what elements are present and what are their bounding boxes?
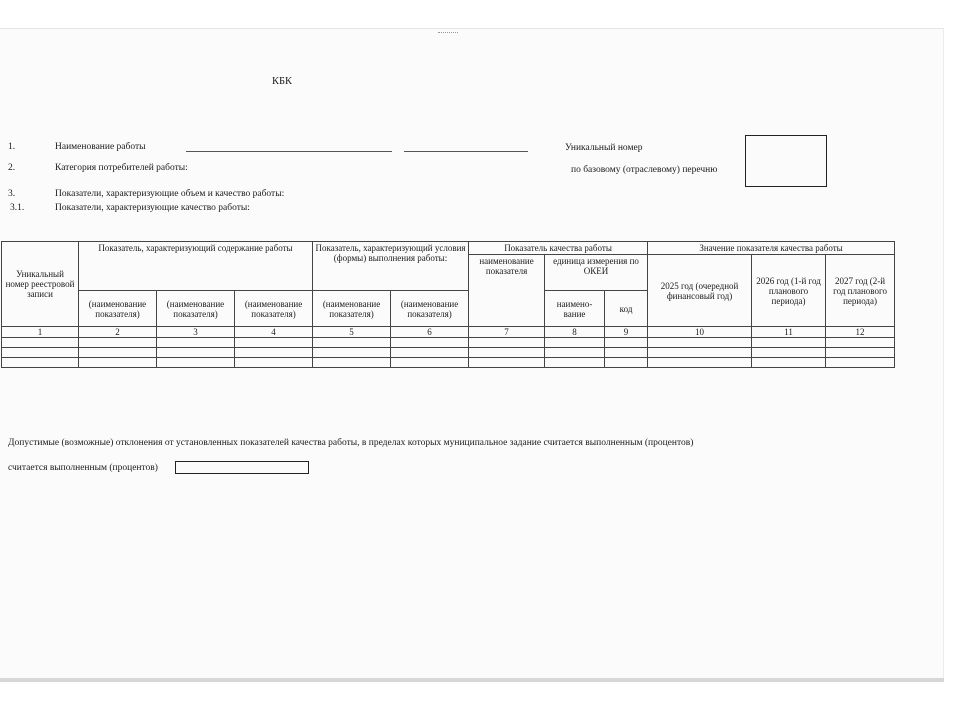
item-3-number: 3. bbox=[8, 189, 16, 199]
table-cell[interactable] bbox=[79, 338, 157, 348]
table-cell[interactable] bbox=[313, 338, 391, 348]
column-number: 3 bbox=[157, 327, 235, 338]
deviation-percent-label: считается выполненным (процентов) bbox=[8, 463, 158, 473]
table-cell[interactable] bbox=[391, 358, 469, 368]
sheet-bottom-edge bbox=[0, 678, 944, 682]
column-number: 11 bbox=[752, 327, 826, 338]
unit-header: единица измерения по ОКЕИ bbox=[545, 255, 648, 291]
kbk-label: КБК bbox=[272, 76, 293, 87]
work-name-fill-line-2[interactable] bbox=[404, 151, 528, 152]
table-cell[interactable] bbox=[826, 358, 895, 368]
column-number: 6 bbox=[391, 327, 469, 338]
table-cell[interactable] bbox=[469, 348, 545, 358]
indicator-name-header: наименование показателя bbox=[469, 255, 545, 327]
table-cell[interactable] bbox=[157, 358, 235, 368]
table-cell[interactable] bbox=[2, 348, 79, 358]
sheet-edge bbox=[943, 28, 944, 680]
conditions-group-header: Показатель, характеризующий условия (формы) выполнения работы: bbox=[313, 242, 469, 291]
table-cell[interactable] bbox=[545, 358, 605, 368]
content-group-header: Показатель, характеризующий содержание работы bbox=[79, 242, 313, 291]
table-cell[interactable] bbox=[2, 358, 79, 368]
column-number-row bbox=[2, 327, 895, 338]
table-cell[interactable] bbox=[826, 338, 895, 348]
column-number: 5 bbox=[313, 327, 391, 338]
table-cell[interactable] bbox=[79, 348, 157, 358]
item-2-number: 2. bbox=[8, 163, 16, 173]
item-1-number: 1. bbox=[8, 142, 16, 152]
deviation-percent-box[interactable] bbox=[175, 461, 309, 474]
column-number: 8 bbox=[545, 327, 605, 338]
table-cell[interactable] bbox=[2, 338, 79, 348]
table-cell[interactable] bbox=[469, 358, 545, 368]
conditions-sub-header: (наименование показателя) bbox=[391, 291, 469, 327]
year-2027-header: 2027 год (2-й год планового периода) bbox=[826, 255, 895, 327]
table-cell[interactable] bbox=[752, 348, 826, 358]
table-cell[interactable] bbox=[235, 358, 313, 368]
unique-number-box[interactable] bbox=[745, 135, 827, 187]
quality-indicators-label: Показатели, характеризующие качество работы: bbox=[55, 203, 250, 213]
col-unique-header: Уникальный номер реестровой записи bbox=[2, 242, 79, 327]
table-cell[interactable] bbox=[605, 348, 648, 358]
content-sub-header: (наименование показателя) bbox=[79, 291, 157, 327]
item-3-1-number: 3.1. bbox=[10, 203, 25, 213]
scan-mark bbox=[438, 32, 458, 34]
table-cell[interactable] bbox=[391, 338, 469, 348]
table-row bbox=[2, 348, 895, 358]
table-cell[interactable] bbox=[826, 348, 895, 358]
column-number: 12 bbox=[826, 327, 895, 338]
year-2026-header: 2026 год (1-й год планового периода) bbox=[752, 255, 826, 327]
column-number: 9 bbox=[605, 327, 648, 338]
values-group-header: Значение показателя качества работы bbox=[648, 242, 895, 255]
table-cell[interactable] bbox=[648, 348, 752, 358]
content-sub-header: (наименование показателя) bbox=[235, 291, 313, 327]
table-row bbox=[2, 338, 895, 348]
table-row bbox=[2, 358, 895, 368]
table-cell[interactable] bbox=[545, 338, 605, 348]
table-cell[interactable] bbox=[648, 338, 752, 348]
consumer-category-label: Категория потребителей работы: bbox=[55, 163, 188, 173]
table-cell[interactable] bbox=[235, 348, 313, 358]
year-2025-header: 2025 год (очередной финансовый год) bbox=[648, 255, 752, 327]
table-body bbox=[2, 338, 895, 368]
column-number: 4 bbox=[235, 327, 313, 338]
unit-code-header: код bbox=[605, 291, 648, 327]
table-cell[interactable] bbox=[605, 338, 648, 348]
table-cell[interactable] bbox=[391, 348, 469, 358]
table-cell[interactable] bbox=[752, 358, 826, 368]
table-cell[interactable] bbox=[157, 348, 235, 358]
table-cell[interactable] bbox=[235, 338, 313, 348]
table-cell[interactable] bbox=[648, 358, 752, 368]
table-cell[interactable] bbox=[469, 338, 545, 348]
table-cell[interactable] bbox=[605, 358, 648, 368]
table-cell[interactable] bbox=[313, 348, 391, 358]
table-cell[interactable] bbox=[157, 338, 235, 348]
deviation-label: Допустимые (возможные) отклонения от установленных показателей качества работы, в пределах которых муниципальное задание считается выполненным (процентов) bbox=[8, 438, 694, 448]
table-cell[interactable] bbox=[545, 348, 605, 358]
conditions-sub-header: (наименование показателя) bbox=[313, 291, 391, 327]
column-number: 10 bbox=[648, 327, 752, 338]
content-sub-header: (наименование показателя) bbox=[157, 291, 235, 327]
work-name-label: Наименование работы bbox=[55, 142, 146, 152]
column-number: 2 bbox=[79, 327, 157, 338]
table-cell[interactable] bbox=[752, 338, 826, 348]
table-cell[interactable] bbox=[79, 358, 157, 368]
table-cell[interactable] bbox=[313, 358, 391, 368]
column-number: 1 bbox=[2, 327, 79, 338]
volume-quality-label: Показатели, характеризующие объем и качество работы: bbox=[55, 189, 285, 199]
column-number: 7 bbox=[469, 327, 545, 338]
unit-name-header: наимено-вание bbox=[545, 291, 605, 327]
base-list-label: по базовому (отраслевому) перечню bbox=[571, 165, 718, 175]
unique-number-label: Уникальный номер bbox=[565, 143, 643, 153]
quality-group-header: Показатель качества работы bbox=[469, 242, 648, 255]
quality-indicators-table bbox=[1, 241, 895, 368]
work-name-fill-line[interactable] bbox=[186, 151, 392, 152]
